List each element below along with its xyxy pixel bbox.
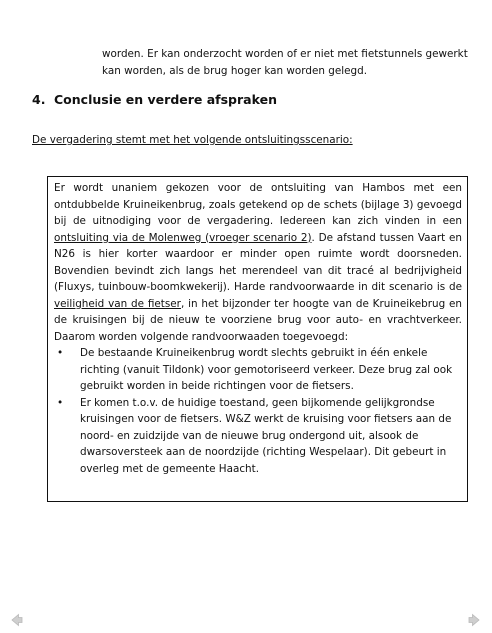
arrow-left-icon — [8, 612, 24, 628]
section-heading — [32, 92, 277, 108]
molenweg-underlined: ontsluiting via de Molenweg (vroeger scenario 2) — [54, 231, 312, 244]
next-page-button[interactable] — [467, 612, 483, 628]
condition-list — [54, 345, 462, 477]
paragraph-part-1: Er wordt unaniem gekozen voor de ontsluiting van Hambos met een ontdubbelde Kruineikenbrug, zoals getekend op de schets (bijlage 3) gevoegd bij de uitnodiging voor de vergadering. Iedereen kan zich vinden in een — [54, 182, 462, 227]
section-number: 4. — [32, 92, 46, 107]
list-item-text: De bestaande Kruineikenbrug wordt slechts gebruikt in één enkele richting (vanuit Tildonk) voor gemotoriseerd verkeer. Deze brug zal ook gebruikt worden in beide richtingen voor de fietsers. — [80, 347, 453, 392]
section-title: Conclusie en verdere afspraken — [54, 92, 277, 107]
bullet-icon: • — [57, 396, 64, 409]
list-item — [54, 345, 462, 395]
conclusion-box — [47, 176, 468, 502]
paragraph-part-2: . De afstand tussen Vaart en N26 is hier korter waardoor er minder open ruimte wordt doorsneden. Bovendien bevindt zich langs het merendeel van dit tracé al bedrijvigheid (Fluxys, tuinbouw-boomkwekerij). Harde randvoorwaarde in dit scenario is de — [54, 231, 462, 293]
list-item — [54, 395, 462, 478]
bullet-icon: • — [57, 347, 64, 359]
list-item-text: Er komen t.o.v. de huidige toestand, geen bijkomende gelijkgrondse kruisingen voor de fietsers. W&Z werkt de kruising voor fietsers aan de noord- en zuidzijde van de nieuwe brug ondergond uit, alsook de dwarsoversteek aan de noordzijde (richting Wespelaar). Dit gebeurt in overleg met de gemeente Haacht. — [80, 396, 452, 475]
intro-text: De vergadering stemt met het volgende ontsluitingsscenario: — [32, 134, 353, 146]
continuation-text: worden. Er kan onderzocht worden of er niet met fietstunnels gewerkt kan worden, als de brug hoger kan worden gelegd. — [102, 48, 468, 77]
arrow-right-icon — [467, 612, 483, 628]
paragraph-part-3: , in het bijzonder ter hoogte van de Kruineikebrug en de kruisingen bij de nieuw te voorziene brug voor auto- en vrachtverkeer. Daarom worden volgende randvoorwaaden toegevoegd: — [54, 297, 462, 343]
safety-underlined: veiligheid van de fietser — [54, 297, 181, 310]
conclusion-paragraph — [54, 180, 462, 345]
previous-page-button[interactable] — [8, 612, 24, 628]
